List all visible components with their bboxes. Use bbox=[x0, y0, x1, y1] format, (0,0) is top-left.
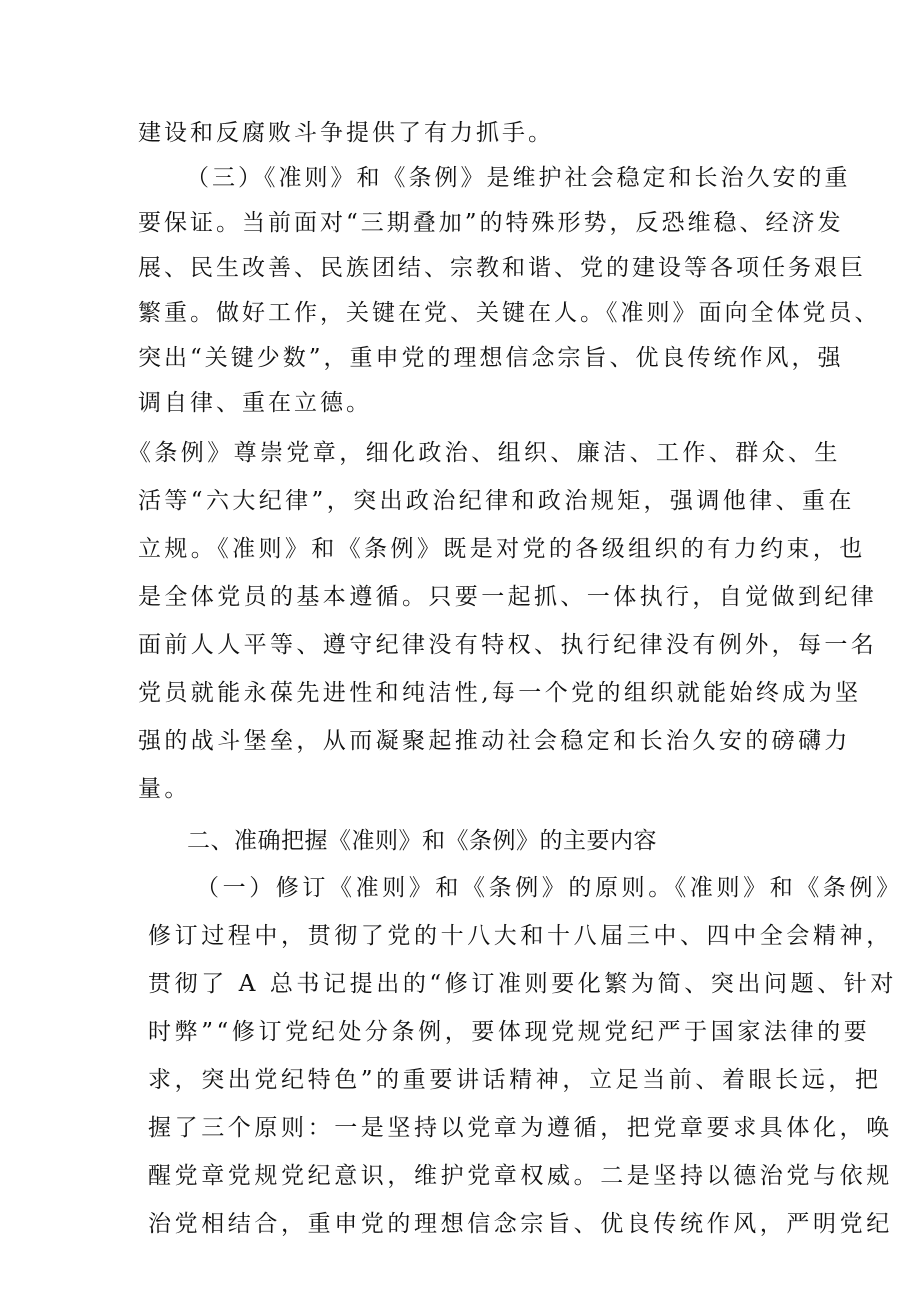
paragraph-2-line-4: 繁重。做好工作，关键在党、关键在人。《准则》面向全体党员、 bbox=[138, 300, 881, 326]
paragraph-4-line-7: 醒党章党规党纪意识，维护党章权威。二是坚持以德治党与依规 bbox=[148, 1163, 893, 1189]
paragraph-2-line-3: 展、民生改善、民族团结、宗教和谐、党的建设等各项任务艰巨 bbox=[138, 255, 866, 281]
section-heading: 二、准确把握《准则》和《条例》的主要内容 bbox=[187, 828, 657, 854]
paragraph-3-line-8: 量。 bbox=[138, 776, 191, 802]
paragraph-3-line-1: 《条例》尊崇党章，细化政治、组织、廉洁、工作、群众、生 bbox=[128, 440, 841, 466]
paragraph-4-line-3: 贯彻了 A 总书记提出的“修订准则要化繁为简、突出问题、针对 bbox=[148, 971, 897, 997]
paragraph-2-line-2: 要保证。当前面对“三期叠加”的特殊形势，反恐维稳、经济发 bbox=[138, 210, 844, 236]
paragraph-2-line-6: 调自律、重在立德。 bbox=[138, 390, 372, 416]
paragraph-3-line-5: 面前人人平等、遵守纪律没有特权、执行纪律没有例外，每一名 bbox=[138, 632, 878, 658]
paragraph-3-line-3: 立规。《准则》和《条例》既是对党的各级组织的有力约束，也 bbox=[138, 536, 866, 562]
paragraph-3-line-7: 强的战斗堡垒，从而凝聚起推动社会稳定和长治久安的磅礴力 bbox=[138, 728, 851, 754]
paragraph-4-line-6: 握了三个原则：一是坚持以党章为遵循，把党章要求具体化，唤 bbox=[148, 1115, 893, 1141]
paragraph-2-line-1: （三）《准则》和《条例》是维护社会稳定和长治久安的重 bbox=[186, 165, 851, 191]
paragraph-3-line-6: 党员就能永葆先进性和纯洁性,每一个党的组织就能始终成为坚 bbox=[138, 680, 862, 706]
paragraph-4-line-1: （一）修订《准则》和《条例》的原则。《准则》和《条例》 bbox=[196, 875, 903, 901]
paragraph-3-line-2: 活等“六大纪律”，突出政治纪律和政治规矩，强调他律、重在 bbox=[138, 488, 855, 514]
paragraph-4-line-8: 治党相结合，重申党的理想信念宗旨、优良传统作风，严明党纪 bbox=[148, 1211, 893, 1237]
paragraph-4-line-5: 求，突出党纪特色”的重要讲话精神，立足当前、着眼长远，把 bbox=[148, 1067, 882, 1093]
paragraph-1-line-1: 建设和反腐败斗争提供了有力抓手。 bbox=[138, 120, 554, 146]
paragraph-3-line-4: 是全体党员的基本遵循。只要一起抓、一体执行，自觉做到纪律 bbox=[138, 584, 878, 610]
paragraph-4-line-2: 修订过程中，贯彻了党的十八大和十八届三中、四中全会精神， bbox=[148, 923, 893, 949]
paragraph-4-line-4: 时弊”“修订党纪处分条例，要体现党规党纪严于国家法律的要 bbox=[148, 1019, 871, 1045]
paragraph-2-line-5: 突出“关键少数”，重申党的理想信念宗旨、优良传统作风，强 bbox=[138, 345, 844, 371]
